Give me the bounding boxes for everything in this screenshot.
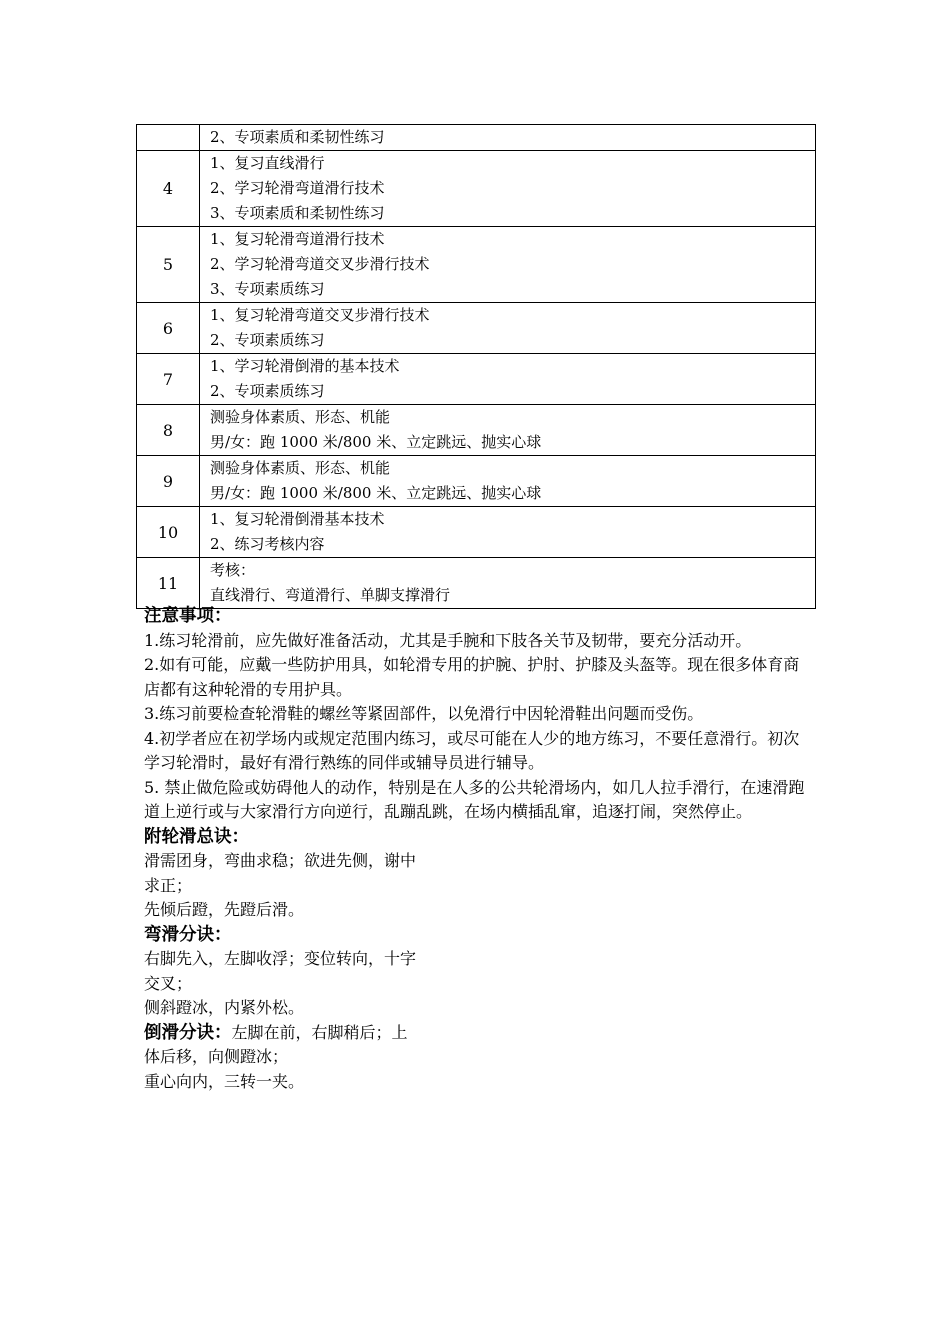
- session-content-line: 2、专项素质练习: [210, 331, 325, 349]
- table-row: [137, 151, 816, 227]
- table-row: [137, 125, 816, 151]
- session-content-cell: [200, 125, 816, 151]
- session-number-cell: 8: [137, 405, 200, 456]
- session-number-cell: 9: [137, 456, 200, 507]
- table-row: [137, 405, 816, 456]
- curve-rhyme-heading: 弯滑分诀：: [144, 924, 232, 945]
- general-rhyme-line-2: 求正；: [144, 875, 193, 895]
- session-number-cell: 5: [137, 227, 200, 303]
- table-row: [137, 354, 816, 405]
- table-row: [137, 303, 816, 354]
- session-content-line: 1、学习轮滑倒滑的基本技术: [210, 357, 400, 375]
- session-content-cell: [200, 227, 816, 303]
- table-row: [137, 558, 816, 609]
- session-number-cell: [137, 125, 200, 151]
- table-row: [137, 227, 816, 303]
- back-rhyme-first-line-text: 左脚在前，右脚稍后；上: [231, 1022, 408, 1042]
- session-content-cell: [200, 558, 816, 609]
- session-number-cell: 11: [137, 558, 200, 609]
- session-content-line: 2、学习轮滑弯道滑行技术: [210, 179, 385, 197]
- session-content-line: 1、复习轮滑弯道交叉步滑行技术: [210, 306, 430, 324]
- session-content-line: 测验身体素质、形态、机能: [210, 408, 391, 426]
- note-item-4: 4.初学者应在初学场内或规定范围内练习，或尽可能在人少的地方练习，不要任意滑行。初次学习轮滑时，最好有滑行熟练的同伴或辅导员进行辅导。: [144, 728, 800, 772]
- training-schedule-table: [136, 124, 816, 609]
- note-item-1: 1.练习轮滑前，应先做好准备活动，尤其是手腕和下肢各关节及韧带，要充分活动开。: [144, 630, 752, 650]
- table-row: [137, 507, 816, 558]
- session-content-cell: [200, 405, 816, 456]
- general-rhyme-line-1: 滑需团身，弯曲求稳；欲进先侧，谢中: [144, 851, 417, 870]
- session-content-cell: [200, 507, 816, 558]
- session-content-cell: [200, 151, 816, 227]
- session-content-line: 2、学习轮滑弯道交叉步滑行技术: [210, 255, 430, 273]
- session-content-line: 2、专项素质和柔韧性练习: [210, 128, 385, 146]
- back-rhyme-line-3: 重心向内，三转一夹。: [144, 1071, 305, 1091]
- session-content-line: 2、专项素质练习: [210, 382, 325, 400]
- session-content-cell: [200, 303, 816, 354]
- session-content-line: 2、练习考核内容: [210, 535, 325, 553]
- session-content-line: 1、复习轮滑倒滑基本技术: [210, 510, 385, 528]
- session-content-line: 考核：: [210, 561, 256, 579]
- notes-heading: 注意事项：: [144, 606, 232, 626]
- note-item-5: 5. 禁止做危险或妨碍他人的动作，特别是在人多的公共轮滑场内，如几人拉手滑行，在速滑跑道上逆行或与大家滑行方向逆行，乱蹦乱跳，在场内横插乱窜，追逐打闹，突然停止。: [144, 777, 805, 821]
- session-content-line: 3、专项素质和柔韧性练习: [210, 204, 385, 222]
- session-content-line: 男/女：跑 1000 米/800 米、立定跳远、抛实心球: [210, 433, 542, 451]
- session-number-cell: 6: [137, 303, 200, 354]
- general-rhyme-heading: 附轮滑总诀：: [144, 826, 249, 847]
- back-rhyme-heading: 倒滑分诀：: [144, 1022, 232, 1043]
- session-content-line: 3、专项素质练习: [210, 280, 325, 298]
- session-content-line: 测验身体素质、形态、机能: [210, 459, 391, 477]
- session-number-cell: 7: [137, 354, 200, 405]
- note-item-2: 2.如有可能，应戴一些防护用具，如轮滑专用的护腕、护肘、护膝及头盔等。现在很多体育商店都有这种轮滑的专用护具。: [144, 655, 800, 699]
- session-content-cell: [200, 354, 816, 405]
- general-rhyme-line-3: 先倾后蹬，先蹬后滑。: [144, 900, 305, 919]
- curve-rhyme-line-1: 右脚先入，左脚收浮；变位转向，十字: [144, 949, 417, 968]
- session-content-cell: [200, 456, 816, 507]
- session-content-line: 1、复习轮滑弯道滑行技术: [210, 230, 385, 248]
- note-item-3: 3.练习前要检查轮滑鞋的螺丝等紧固部件，以免滑行中因轮滑鞋出问题而受伤。: [144, 704, 704, 723]
- session-number-cell: 4: [137, 151, 200, 227]
- curve-rhyme-line-3: 侧斜蹬冰，内紧外松。: [144, 998, 305, 1017]
- curve-rhyme-line-2: 交叉；: [144, 973, 193, 993]
- session-content-line: 男/女：跑 1000 米/800 米、立定跳远、抛实心球: [210, 484, 542, 502]
- session-number-cell: 10: [137, 507, 200, 558]
- back-rhyme-line-2: 体后移，向侧蹬冰；: [144, 1047, 289, 1066]
- notes-section: [144, 604, 814, 1094]
- table-row: [137, 456, 816, 507]
- back-rhyme-first-line: [144, 1021, 814, 1046]
- session-content-line: 1、复习直线滑行: [210, 154, 325, 172]
- session-content-line: 直线滑行、弯道滑行、单脚支撑滑行: [210, 586, 451, 604]
